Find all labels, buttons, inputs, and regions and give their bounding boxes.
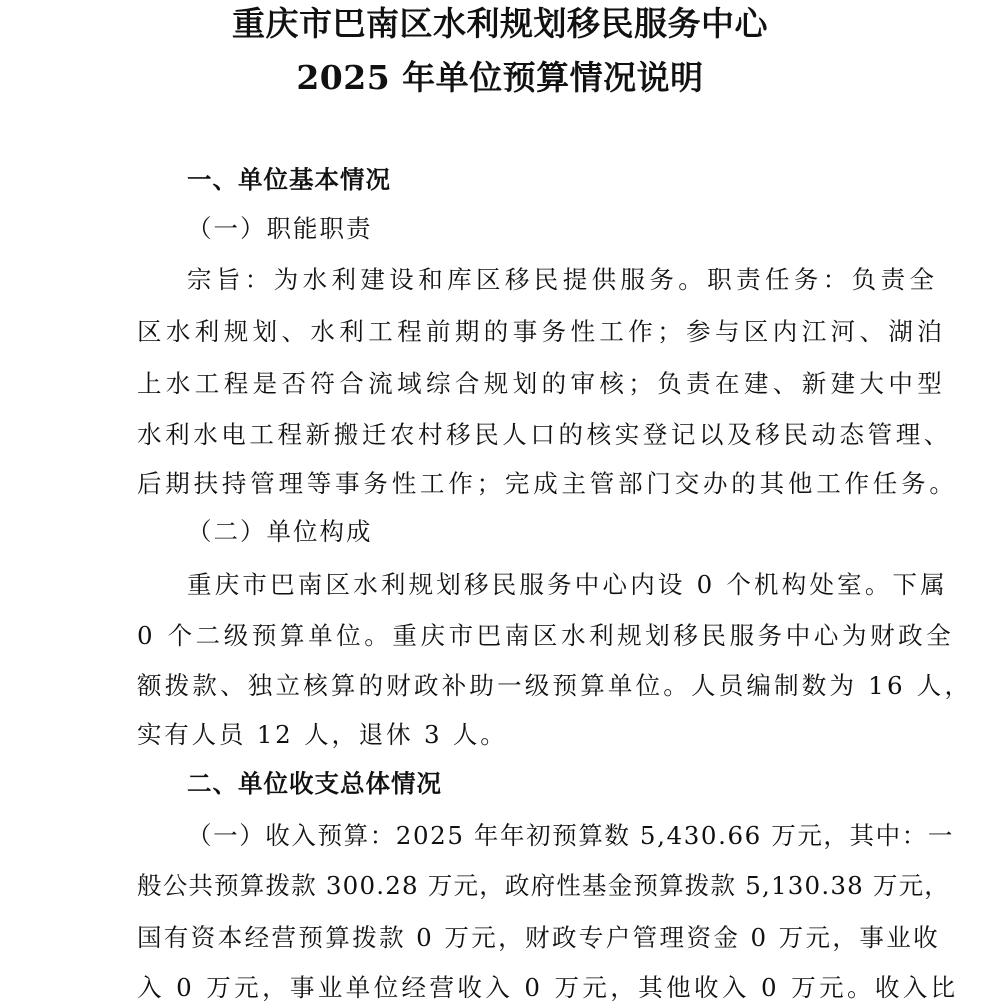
paragraph-line: （一）收入预算：2025 年年初预算数 5,430.66 万元，其中：一 xyxy=(187,821,954,850)
paragraph-line: 区水利规划、水利工程前期的事务性工作；参与区内江河、湖泊 xyxy=(137,317,947,346)
section-heading-revenue-expenditure: 二、单位收支总体情况 xyxy=(187,769,442,798)
paragraph-line: 入 0 万元，事业单位经营收入 0 万元，其他收入 0 万元。收入比 xyxy=(137,973,959,1002)
paragraph-line: 后期扶持管理等事务性工作；完成主管部门交办的其他工作任务。 xyxy=(137,469,958,498)
paragraph-line: 上水工程是否符合流域综合规划的审核；负责在建、新建大中型 xyxy=(137,369,947,398)
paragraph-line: 实有人员 12 人，退休 3 人。 xyxy=(137,720,508,749)
paragraph-line: 国有资本经营预算拨款 0 万元，财政专户管理资金 0 万元，事业收 xyxy=(137,923,941,952)
paragraph-line: 0 个二级预算单位。重庆市巴南区水利规划移民服务中心为财政全 xyxy=(137,621,955,650)
subsection-heading-duties: （一）职能职责 xyxy=(187,214,373,243)
paragraph-line: 水利水电工程新搬迁农村移民人口的核实登记以及移民动态管理、 xyxy=(137,420,952,449)
document-title-line-1: 重庆市巴南区水利规划移民服务中心 xyxy=(232,4,768,43)
subsection-heading-composition: （二）单位构成 xyxy=(187,517,373,546)
paragraph-line: 额拨款、独立核算的财政补助一级预算单位。人员编制数为 16 人， xyxy=(137,671,973,700)
section-heading-basic-info: 一、单位基本情况 xyxy=(187,165,391,194)
paragraph-line: 宗旨：为水利建设和库区移民提供服务。职责任务：负责全 xyxy=(187,265,939,294)
paragraph-line: 重庆市巴南区水利规划移民服务中心内设 0 个机构处室。下属 xyxy=(187,570,948,599)
document-title-line-2: 2025 年单位预算情况说明 xyxy=(296,58,704,97)
paragraph-line: 般公共预算拨款 300.28 万元，政府性基金预算拨款 5,130.38 万元， xyxy=(137,871,950,900)
